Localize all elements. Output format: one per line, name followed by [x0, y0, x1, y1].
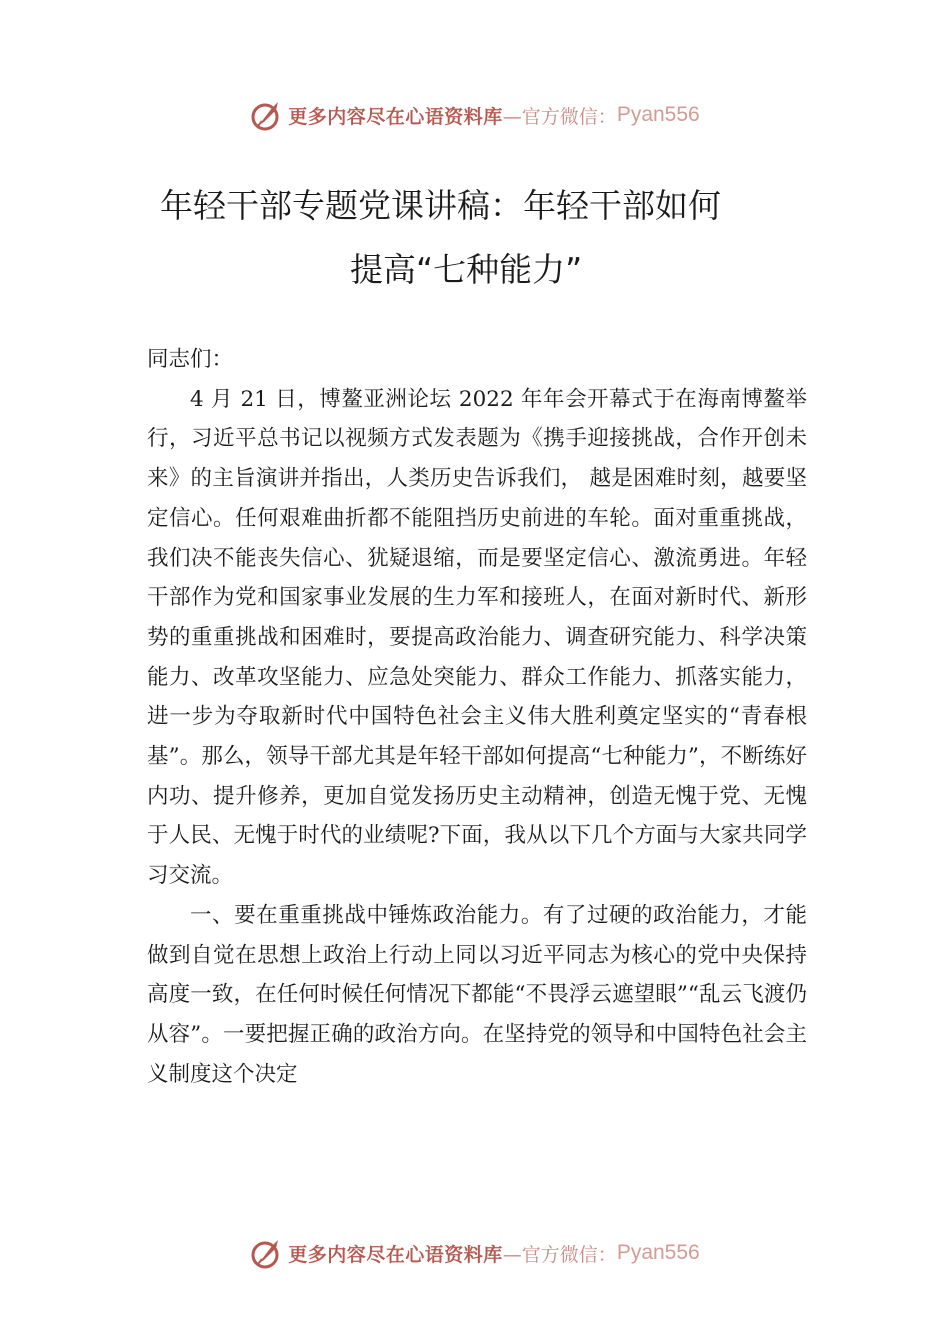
title-line-1: 年轻干部专题党课讲稿：年轻干部如何	[160, 186, 721, 225]
title-line-2: 提高“七种能力”	[350, 250, 583, 289]
banner-wechat-account: Pyan556	[616, 1241, 700, 1264]
banner-brand-text: 更多内容尽在心语资料库	[288, 105, 503, 128]
header-banner	[0, 95, 950, 135]
document-body	[147, 340, 807, 1094]
salutation: 同志们：	[147, 347, 234, 372]
banner-official-label: —官方微信：	[502, 105, 617, 128]
banner-wechat-account: Pyan556	[616, 103, 700, 126]
paragraph-section-one: 一、要在重重挑战中锤炼政治能力。有了过硬的政治能力，才能做到自觉在思想上政治上行动上同以习近平同志为核心的党中央保持高度一致，在任何时候任何情况下都能“不畏浮云遮望眼”“乱云飞渡仍从容”。一要把握正确的政治方向。在坚持党的领导和中国特色社会主义制度这个决定	[147, 902, 807, 1087]
banner-official-label: —官方微信：	[502, 1243, 617, 1266]
paragraph-intro: 4 月 21 日，博鳌亚洲论坛 2022 年年会开幕式于在海南博鳌举行，习近平总书记以视频方式发表题为《携手迎接挑战，合作开创未来》的主旨演讲并指出，人类历史告诉我们， 越是困难时刻，越要坚定信心。任何艰难曲折都不能阻挡历史前进的车轮。面对重重挑战，我们决不能丧失信心、犹疑退缩，而是要坚定信心、激流勇进。年轻干部作为党和国家事业发展的生力军和接班人，在面对新时代、新形势的重重挑战和困难时，要提高政治能力、调查研究能力、科学决策能力、改革攻坚能力、应急处突能力、群众工作能力、抓落实能力，进一步为夺取新时代中国特色社会主义伟大胜利奠定坚实的“青春根基”。那么，领导干部尤其是年轻干部如何提高“七种能力”，不断练好内功、提升修养，更加自觉发扬历史主动精神，创造无愧于党、无愧于人民、无愧于时代的业绩呢?下面，我从以下几个方面与大家共同学习交流。	[147, 386, 807, 889]
footer-banner	[0, 1233, 950, 1273]
banner-brand-text: 更多内容尽在心语资料库	[288, 1243, 503, 1266]
quill-pen-logo-icon	[250, 98, 284, 132]
quill-pen-logo-icon	[250, 1236, 284, 1270]
